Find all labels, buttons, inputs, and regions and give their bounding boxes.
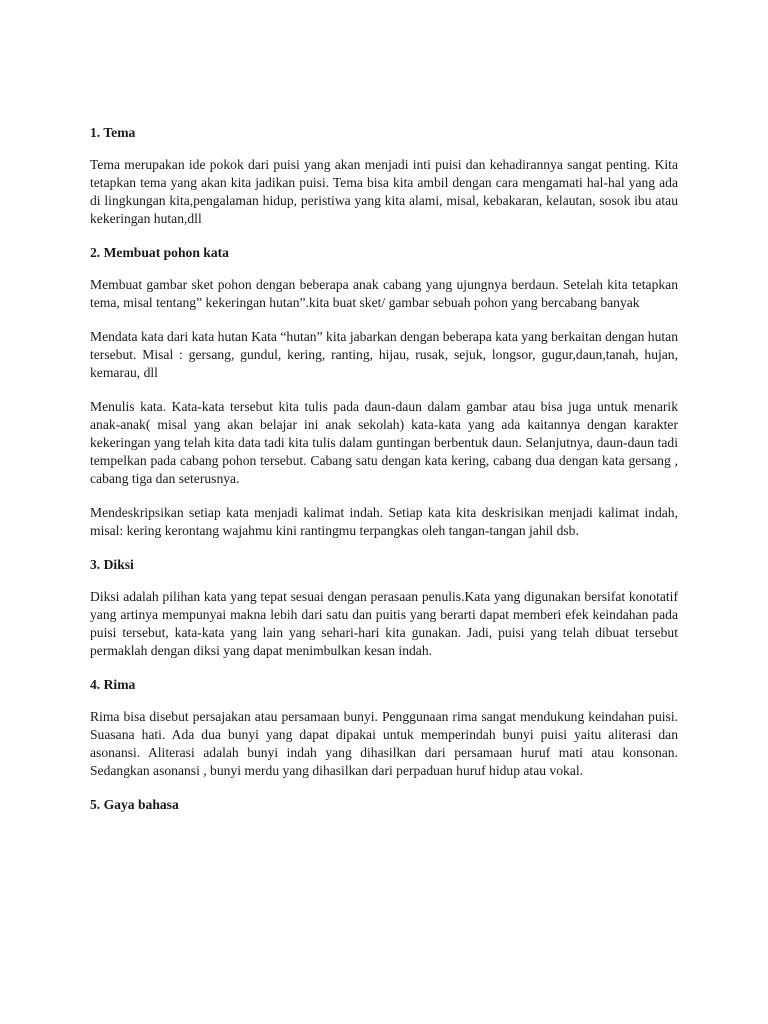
section-tema — [90, 124, 678, 228]
section-heading: 1. Tema — [90, 125, 136, 140]
paragraph: Diksi adalah pilihan kata yang tepat sesuai dengan perasaan penulis.Kata yang digunakan bersifat konotatif yang artinya mempunyai makna lebih dari satu dan puitis yang berarti dapat memberi efek keindahan pada puisi tersebut, kata-kata yang lain yang sehari-hari kita gunakan. Jadi, puisi yang telah dibuat tersebut permaklah dengan diksi yang dapat menimbulkan kesan indah. — [90, 589, 678, 658]
paragraph: Mendeskripsikan setiap kata menjadi kalimat indah. Setiap kata kita deskrisikan menjadi kalimat indah, misal: kering kerontang wajahmu kini rantingmu terpangkas oleh tangan-tangan jahil dsb. — [90, 505, 678, 538]
section-diksi — [90, 556, 678, 660]
section-heading: 3. Diksi — [90, 557, 134, 572]
section-heading: 2. Membuat pohon kata — [90, 245, 229, 260]
paragraph: Menulis kata. Kata-kata tersebut kita tulis pada daun-daun dalam gambar atau bisa juga untuk menarik anak-anak( misal yang akan belajar ini anak sekolah) kata-kata yang ada kaitannya dengan karakter kekeringan yang telah kita data tadi kita tulis dalam guntingan berbentuk daun. Selanjutnya, daun-daun tadi tempelkan pada cabang pohon tersebut. Cabang satu dengan kata kering, cabang dua dengan kata gersang , cabang tiga dan seterusnya. — [90, 399, 678, 486]
paragraph: Tema merupakan ide pokok dari puisi yang akan menjadi inti puisi dan kehadirannya sangat penting. Kita tetapkan tema yang akan kita jadikan puisi. Tema bisa kita ambil dengan cara mengamati hal-hal yang ada di lingkungan kita,pengalaman hidup, peristiwa yang kita alami, misal, kebakaran, kelautan, sosok ibu atau kekeringan hutan,dll — [90, 157, 678, 226]
section-gaya-bahasa — [90, 796, 678, 814]
paragraph: Membuat gambar sket pohon dengan beberapa anak cabang yang ujungnya berdaun. Setelah kita tetapkan tema, misal tentang” kekeringan hutan”.kita buat sket/ gambar sebuah pohon yang bercabang banyak — [90, 277, 678, 310]
section-heading: 5. Gaya bahasa — [90, 797, 179, 812]
section-heading: 4. Rima — [90, 677, 136, 692]
paragraph: Mendata kata dari kata hutan Kata “hutan” kita jabarkan dengan beberapa kata yang berkaitan dengan hutan tersebut. Misal : gersang, gundul, kering, ranting, hijau, rusak, sejuk, longsor, gugur,daun,tanah, hujan, kemarau, dll — [90, 329, 678, 380]
section-membuat-pohon-kata — [90, 244, 678, 540]
paragraph: Rima bisa disebut persajakan atau persamaan bunyi. Penggunaan rima sangat mendukung keindahan puisi. Suasana hati. Ada dua bunyi yang dapat dipakai untuk memperindah bunyi puisi yaitu aliterasi dan asonansi. Aliterasi adalah bunyi indah yang dihasilkan dari persamaan huruf mati atau konsonan. Sedangkan asonansi , bunyi merdu yang dihasilkan dari perpaduan huruf hidup atau vokal. — [90, 709, 678, 778]
section-rima — [90, 676, 678, 780]
document-page — [90, 124, 678, 828]
